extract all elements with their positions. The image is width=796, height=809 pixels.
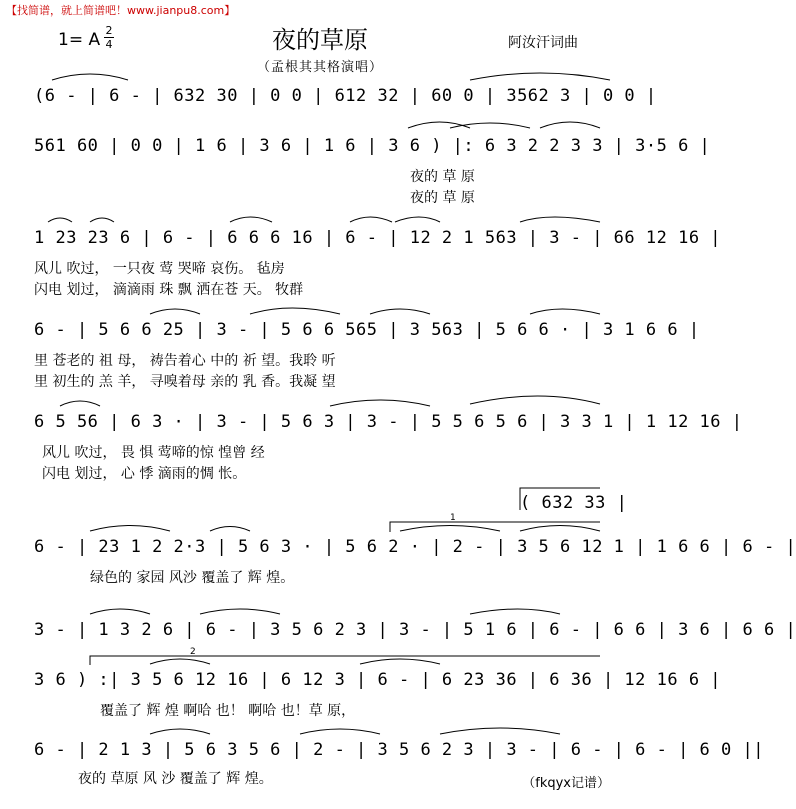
lyric-line: 夜的 草原 风 沙 覆盖了 辉 煌。 xyxy=(78,771,273,787)
lyric-line: 覆盖了 辉 煌 啊哈 也！ 啊哈 也！草 原， xyxy=(100,703,356,719)
lyric-line: 里 苍老的 祖 母， 祷告着心 中的 祈 望。我聆 听 xyxy=(34,353,336,369)
volta-number-1: 1 xyxy=(450,513,456,523)
notation-row-4: 6 - | 5 6 6 25 | 3 - | 5 6 6 565 | 3 563 | 5 6 6 · | 3 1 6 6 | xyxy=(34,320,700,340)
song-title: 夜的草原 xyxy=(272,26,368,54)
credit-composer: 阿汝汗词曲 xyxy=(508,35,578,51)
tie-arc xyxy=(230,217,272,222)
notation-row-5: 6 5 56 | 6 3 · | 3 - | 5 6 3 | 3 - | 5 5 6 5 6 | 3 3 1 | 1 12 16 | xyxy=(34,412,743,432)
tie-arc xyxy=(350,217,392,222)
watermark-link[interactable]: 【找简谱，就上简谱吧！www.jianpu8.com】 xyxy=(6,4,236,17)
tie-arc xyxy=(250,308,340,314)
tie-arc xyxy=(395,217,440,222)
tie-arc xyxy=(90,218,114,222)
tie-arc xyxy=(540,122,600,128)
lyric-line: 夜的 草 原 xyxy=(410,190,475,206)
tie-arc xyxy=(400,526,500,532)
tie-arc xyxy=(200,609,280,614)
notation-row-9: 6 - | 2 1 3 | 5 6 3 5 6 | 2 - | 3 5 6 2 3 | 3 - | 6 - | 6 - | 6 0 || xyxy=(34,740,764,760)
lyric-line: 绿色的 家园 风沙 覆盖了 辉 煌。 xyxy=(90,570,295,586)
lyric-line: 里 初生的 羔 羊， 寻嗅着母 亲的 乳 香。我凝 望 xyxy=(34,374,336,390)
lyric-line: 风儿 吹过， 畏 惧 莺啼的惊 惶曾 经 xyxy=(42,445,265,461)
lyric-line: 闪电 划过， 滴滴雨 珠 飘 洒在苍 天。 牧群 xyxy=(34,282,304,298)
volta-number-2: 2 xyxy=(190,647,196,657)
notation-row-1: (6 - | 6 - | 632 30 | 0 0 | 612 32 | 60 0 | 3562 3 | 0 0 | xyxy=(34,86,657,106)
recorder-credit: （fkqyx记谱） xyxy=(522,776,610,791)
notation-row-8: 3 6 ) :| 3 5 6 12 16 | 6 12 3 | 6 - | 6 23 36 | 6 36 | 12 16 6 | xyxy=(34,670,722,690)
pickup-bracket xyxy=(520,488,600,510)
notation-pickup: ( 632 33 | xyxy=(520,493,628,513)
key-signature: 1= A xyxy=(58,30,101,50)
tie-arc xyxy=(90,609,150,614)
tie-arc xyxy=(470,73,610,80)
tie-arc xyxy=(150,659,210,664)
tie-arc xyxy=(520,526,600,532)
notation-row-6: 6 - | 23 1 2 2·3 | 5 6 3 · | 5 6 2 · | 2 - | 3 5 6 12 1 | 1 6 6 | 6 - | xyxy=(34,537,796,557)
notation-row-7: 3 - | 1 3 2 6 | 6 - | 3 5 6 2 3 | 3 - | 5 1 6 | 6 - | 6 6 | 3 6 | 6 6 | xyxy=(34,620,796,640)
tie-arc xyxy=(48,218,72,222)
tie-arc xyxy=(470,609,560,614)
tie-arc xyxy=(520,217,600,222)
lyric-line: 夜的 草 原 xyxy=(410,169,475,185)
tie-arc xyxy=(330,400,430,406)
meter-bottom: 4 xyxy=(105,38,113,51)
lyric-line: 风儿 吹过， 一只夜 莺 哭啼 哀伤。 毡房 xyxy=(34,261,285,277)
tie-arc xyxy=(360,659,440,664)
tie-arc xyxy=(150,309,200,314)
tie-arc xyxy=(450,123,530,128)
singer-credit: （孟根其其格演唱） xyxy=(256,60,383,75)
tie-arc xyxy=(300,729,380,734)
tie-arc xyxy=(150,729,210,734)
tie-arc xyxy=(90,526,170,532)
meter-top: 2 xyxy=(105,24,113,37)
tie-arc xyxy=(440,728,560,734)
tie-arc xyxy=(52,74,128,80)
tie-arc xyxy=(408,122,470,128)
tie-arc xyxy=(370,309,430,314)
tie-arc xyxy=(470,396,600,404)
tie-arc xyxy=(530,309,600,314)
tie-arc xyxy=(60,401,100,406)
tie-arc xyxy=(210,527,250,532)
notation-row-2: 561 60 | 0 0 | 1 6 | 3 6 | 1 6 | 3 6 ) |: 6 3 2 2 3 3 | 3·5 6 | xyxy=(34,136,711,156)
lyric-line: 闪电 划过， 心 悸 滴雨的惆 怅。 xyxy=(42,466,247,482)
notation-row-3: 1 23 23 6 | 6 - | 6 6 6 16 | 6 - | 12 2 1 563 | 3 - | 66 12 16 | xyxy=(34,228,722,248)
